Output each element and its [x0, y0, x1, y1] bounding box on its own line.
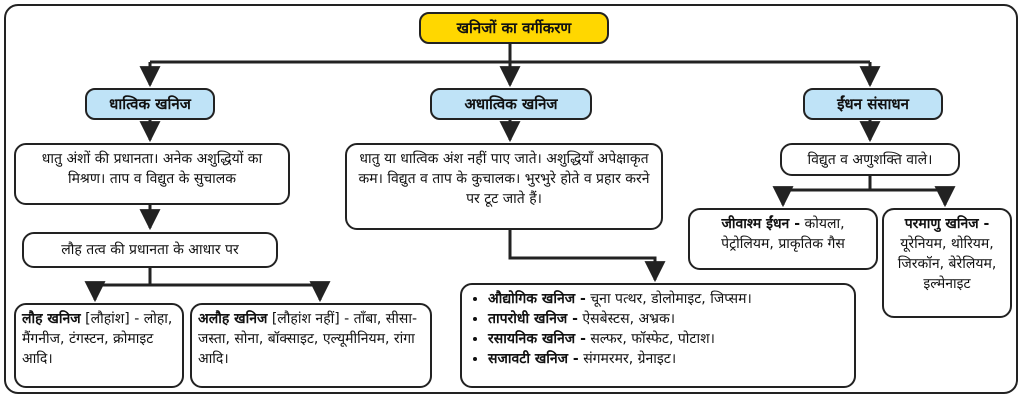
type-name: सजावटी खनिज - [488, 351, 579, 367]
category-fuel [803, 88, 943, 120]
metallic-description-text: धातु अंशों की प्रधानता। अनेक अशुद्धियों का मिश्रण। ताप व विद्युत के सुचालक [41, 151, 263, 187]
nonferrous-minerals [190, 303, 432, 388]
list-item [488, 289, 846, 309]
list-item [488, 329, 846, 349]
metallic-basis-text: लौह तत्व की प्रधानता के आधार पर [61, 242, 239, 258]
metallic-basis [22, 232, 278, 268]
fossil-fuel [688, 208, 878, 270]
category-nonmetallic-label: अधात्विक खनिज [464, 95, 558, 113]
nonmetallic-description-text: धातु या धात्विक अंश नहीं पाए जाते। अशुद्धियाँ अपेक्षाकृत कम। विद्युत व ताप के कुचालक। भुरभुरे होते व प्रहार करने पर टूट जाते हैं। [358, 151, 650, 207]
nonferrous-examples: ताँबा, सीसा-जस्ता, सोना, बॉक्साइट, एल्यूमीनियम, रांगा आदि। [198, 311, 418, 367]
list-item [488, 349, 846, 369]
type-examples: सल्फर, फॉस्फेट, पोटाश। [590, 331, 715, 347]
category-nonmetallic [430, 88, 592, 120]
nonmetallic-types-list [470, 289, 846, 369]
category-fuel-label: ईंधन संसाधन [837, 95, 909, 113]
type-examples: ऐसबेस्टस, अभ्रक। [582, 311, 676, 327]
ferrous-note: [लौहांश] - [85, 311, 140, 327]
nuclear-examples: यूरेनियम, थोरियम, जिरकॉन, बेरेलियम, इल्मेनाइट [897, 236, 997, 292]
ferrous-name: लौह खनिज [22, 311, 81, 327]
fuel-description-text: विद्युत व अणुशक्ति वाले। [807, 151, 933, 168]
ferrous-minerals [14, 303, 184, 388]
type-name: तापरोधी खनिज - [488, 311, 578, 327]
nonferrous-name: अलौह खनिज [198, 311, 268, 327]
type-examples: चूना पत्थर, डोलोमाइट, जिप्सम। [590, 291, 752, 307]
type-name: रसायनिक खनिज - [488, 331, 586, 347]
list-item [488, 309, 846, 329]
nuclear-name: परमाणु खनिज - [904, 216, 990, 232]
ferrous-examples: लोहा, मैंगनीज, टंगस्टन, क्रोमाइट आदि। [22, 311, 173, 367]
diagram-title [419, 12, 609, 44]
diagram-title-text: खनिजों का वर्गीकरण [456, 19, 572, 37]
nonmetallic-types [460, 283, 856, 388]
fossil-name: जीवाश्म ईंधन - [721, 216, 801, 232]
fossil-examples: कोयला, पेट्रोलियम, प्राकृतिक गैस [721, 216, 845, 252]
type-name: औद्योगिक खनिज - [488, 291, 586, 307]
nonferrous-note: [लौहांश नहीं] - [271, 311, 350, 327]
category-metallic [85, 88, 215, 120]
category-metallic-label: धात्विक खनिज [109, 95, 191, 113]
type-examples: संगमरमर, ग्रेनाइट। [583, 351, 677, 367]
fuel-description [780, 143, 960, 176]
nuclear-minerals [882, 208, 1012, 318]
nonmetallic-description [345, 143, 663, 230]
metallic-description [14, 143, 290, 205]
